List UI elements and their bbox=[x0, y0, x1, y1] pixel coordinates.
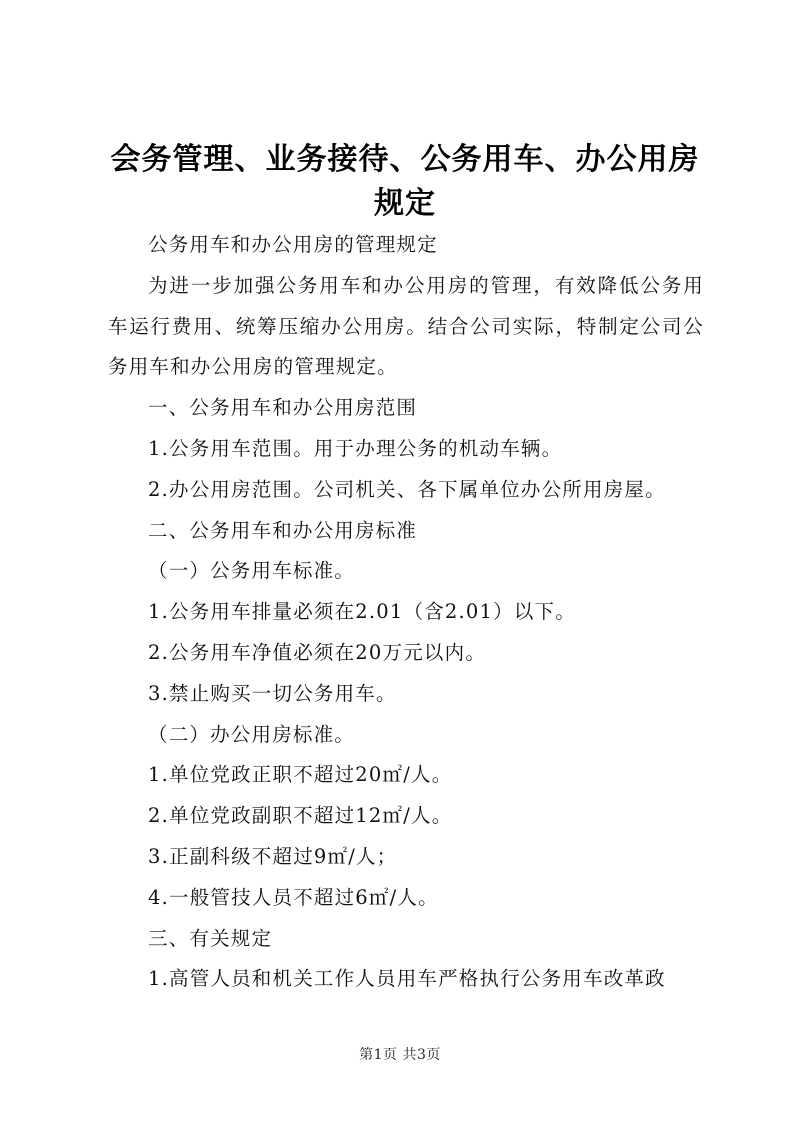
list-item: 1.高管人员和机关工作人员用车严格执行公务用车改革政 bbox=[148, 967, 666, 991]
paragraph-subtitle: 公务用车和办公用房的管理规定 bbox=[148, 233, 438, 256]
page-footer: 第1页 共3页 bbox=[359, 1047, 441, 1063]
section-heading-3: 三、有关规定 bbox=[148, 926, 273, 950]
list-item: 3.正副科级不超过9㎡/人； bbox=[148, 844, 398, 868]
document-title: 会务管理、业务接待、公务用车、办公用房规定 bbox=[110, 142, 700, 221]
list-item: 3.禁止购买一切公务用车。 bbox=[148, 681, 397, 705]
document-body bbox=[108, 225, 704, 1000]
subsection-heading-2: （二）办公用房标准。 bbox=[148, 722, 356, 746]
paragraph-intro: 为进一步加强公务用车和办公用房的管理，有效降低公务用车运行费用、统筹压缩办公用房。结合公司实际，特制定公司公务用车和办公用房的管理规定。 bbox=[108, 273, 704, 379]
list-item: 2.公务用车净值必须在20万元以内。 bbox=[148, 640, 487, 664]
list-item: 1.单位党政正职不超过20㎡/人。 bbox=[148, 763, 453, 787]
subsection-heading-1: （一）公务用车标准。 bbox=[148, 559, 356, 583]
list-item: 2.办公用房范围。公司机关、各下属单位办公所用房屋。 bbox=[148, 477, 666, 501]
section-heading-1: 一、公务用车和办公用房范围 bbox=[148, 396, 418, 420]
list-item: 4.一般管技人员不超过6㎡/人。 bbox=[148, 885, 439, 909]
list-item: 1.公务用车排量必须在2.01（含2.01）以下。 bbox=[148, 600, 576, 624]
list-item: 2.单位党政副职不超过12㎡/人。 bbox=[148, 804, 453, 828]
section-heading-2: 二、公务用车和办公用房标准 bbox=[148, 518, 418, 542]
list-item: 1.公务用车范围。用于办理公务的机动车辆。 bbox=[148, 436, 563, 460]
